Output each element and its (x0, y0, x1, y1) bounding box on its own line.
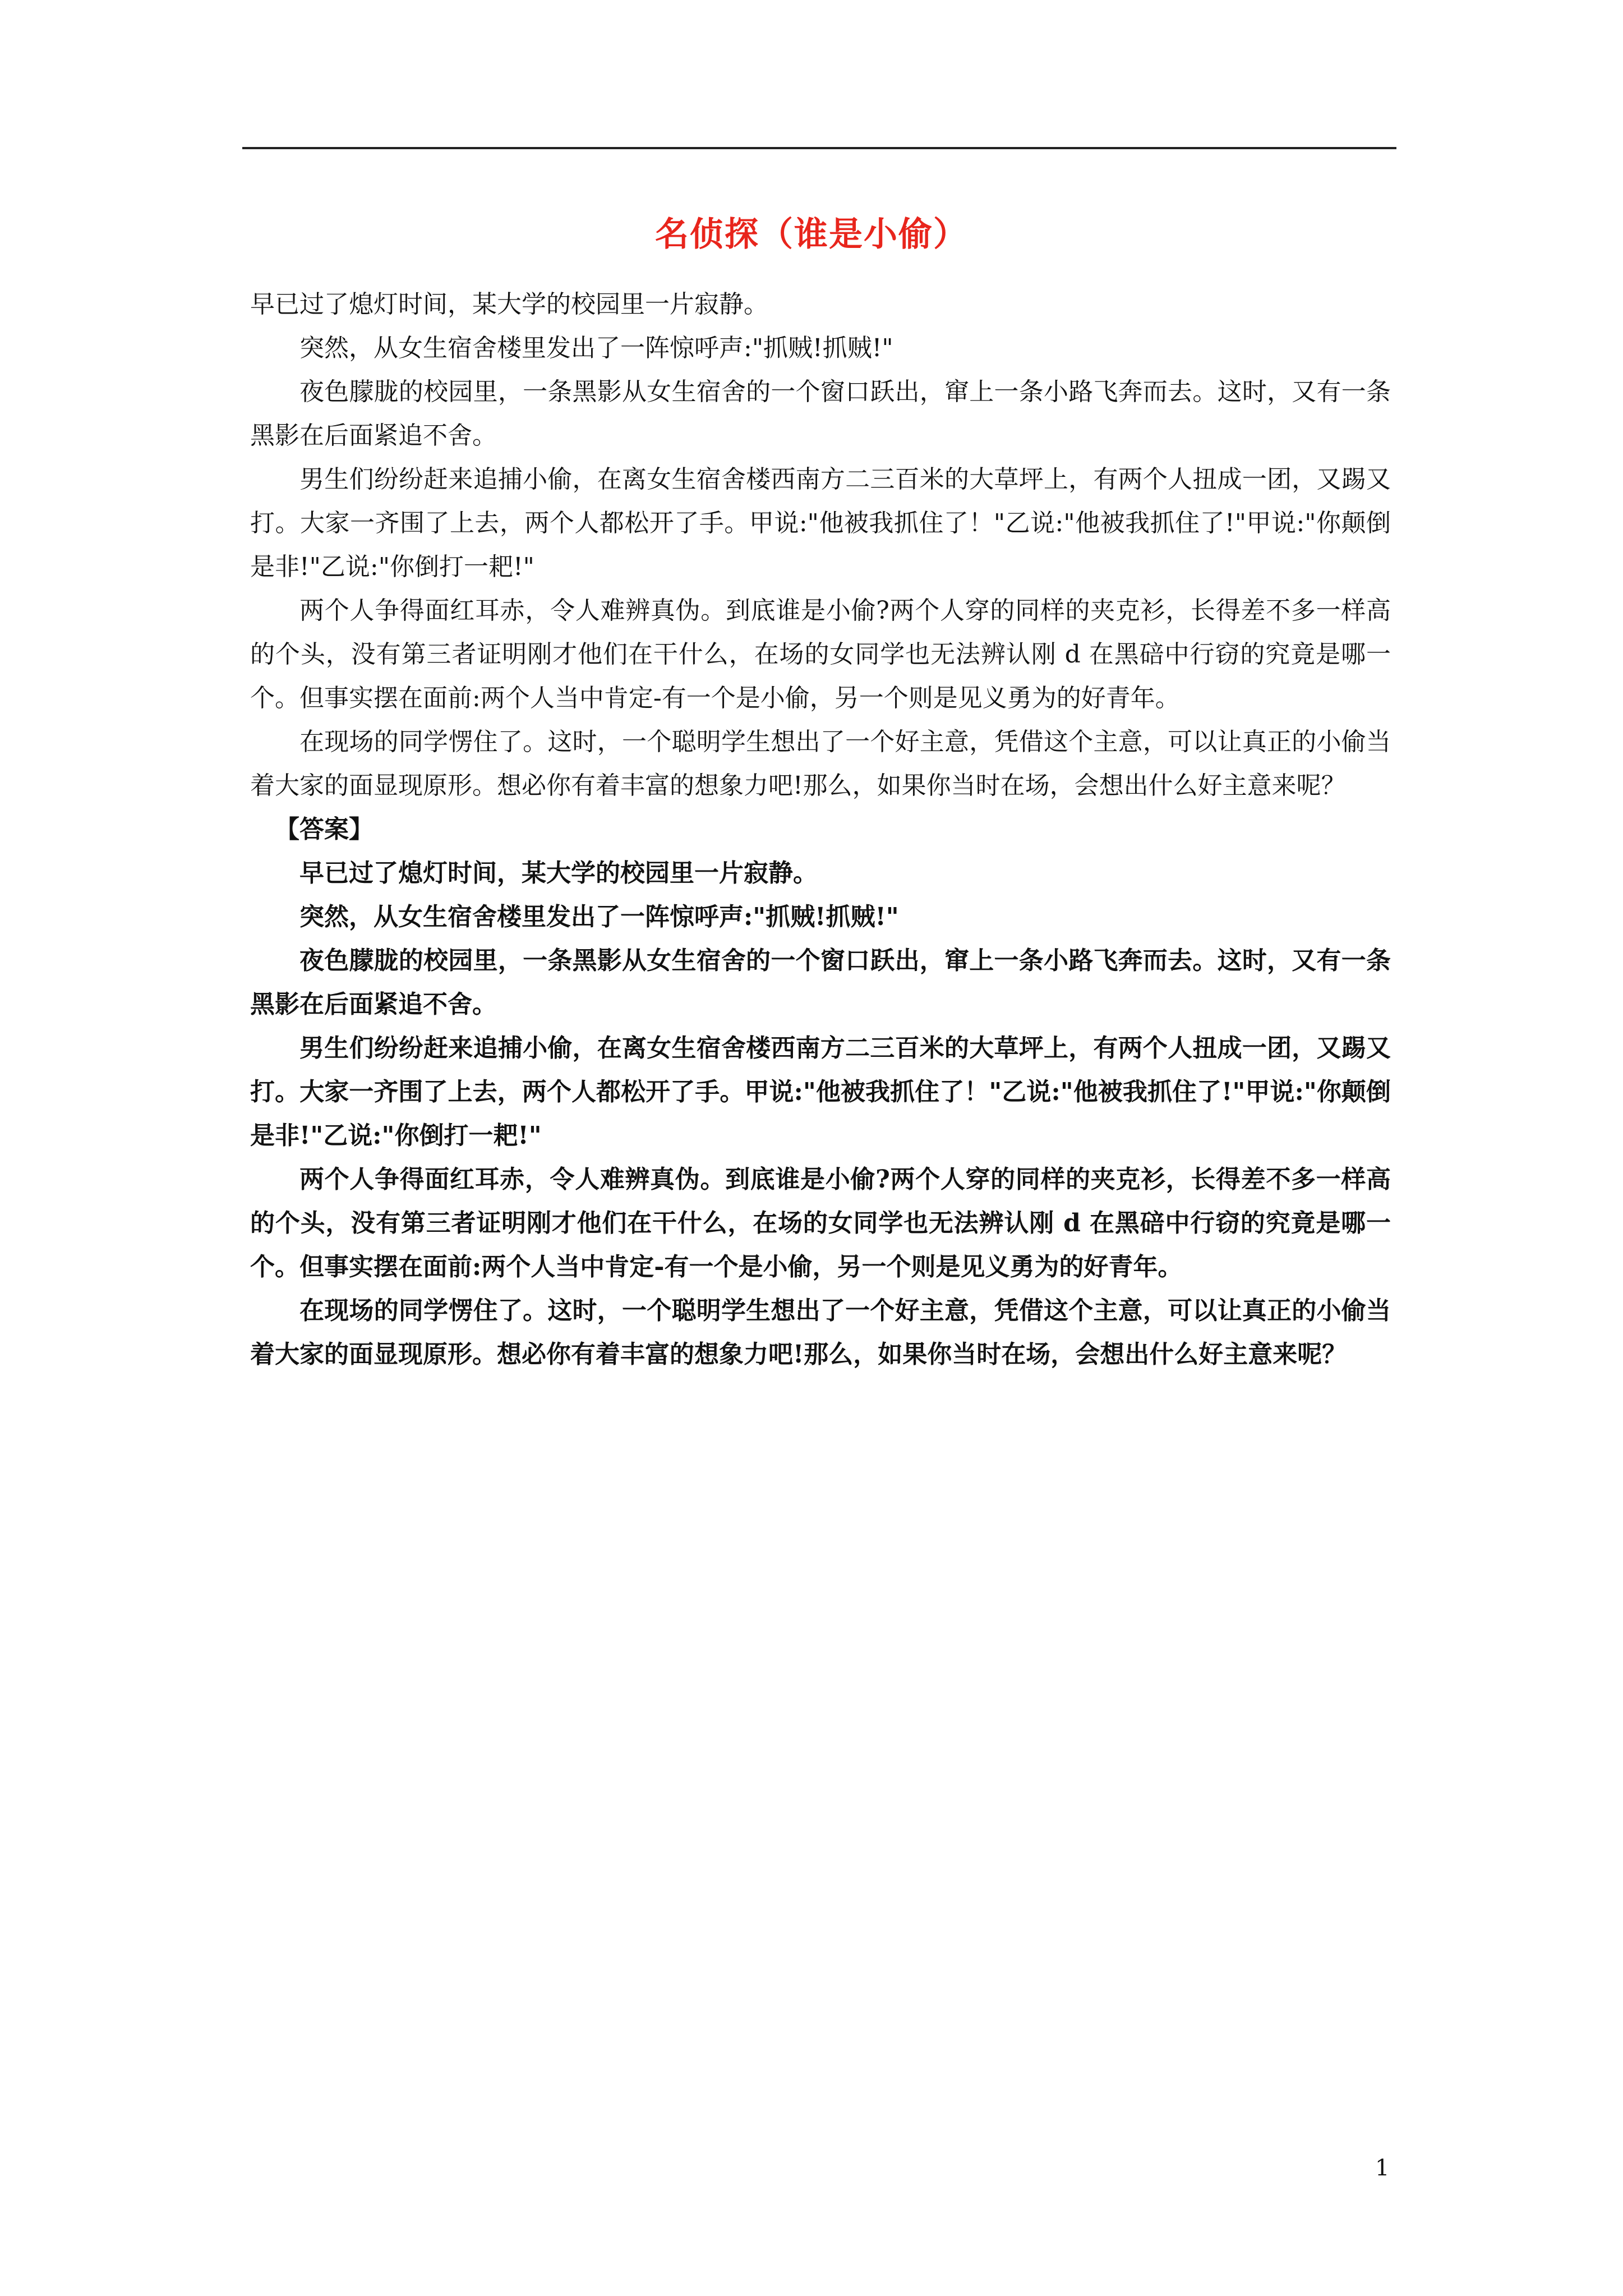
header-rule (242, 147, 1396, 149)
answer-paragraph-4: 男生们纷纷赶来追捕小偷，在离女生宿舍楼西南方二三百米的大草坪上，有两个人扭成一团，又踢又打。大家一齐围了上去，两个人都松开了手。甲说:"他被我抓住了！"乙说:"他被我抓住了!"甲说:"你颠倒是非!"乙说:"你倒打一耙!" (250, 1034, 1391, 1150)
answer-paragraph-5: 两个人争得面红耳赤，令人难辨真伪。到底谁是小偷?两个人穿的同样的夹克衫，长得差不多一样高的个头，没有第三者证明刚才他们在干什么，在场的女同学也无法辨认刚 d 在黑碚中行窃的究竟是哪一个。但事实摆在面前:两个人当中肯定-有一个是小偷，另一个则是见义勇为的好青年。 (250, 1165, 1391, 1281)
page-number: 1 (1375, 2155, 1390, 2181)
question-paragraph-6: 在现场的同学愣住了。这时，一个聪明学生想出了一个好主意，凭借这个主意，可以让真正的小偷当着大家的面显现原形。想必你有着丰富的想象力吧!那么，如果你当时在场，会想出什么好主意来呢？ (250, 728, 1391, 800)
question-paragraph-1: 早已过了熄灯时间，某大学的校园里一片寂静。 (250, 290, 768, 319)
answer-paragraph-6: 在现场的同学愣住了。这时，一个聪明学生想出了一个好主意，凭借这个主意，可以让真正的小偷当着大家的面显现原形。想必你有着丰富的想象力吧!那么，如果你当时在场，会想出什么好主意来呢？ (250, 1296, 1391, 1369)
answer-heading: 【答案】 (275, 815, 374, 844)
question-paragraph-5: 两个人争得面红耳赤，令人难辨真伪。到底谁是小偷?两个人穿的同样的夹克衫，长得差不多一样高的个头，没有第三者证明刚才他们在干什么，在场的女同学也无法辨认刚 d 在黑碚中行窃的究竟是哪一个。但事实摆在面前:两个人当中肯定-有一个是小偷，另一个则是见义勇为的好青年。 (250, 596, 1391, 712)
answer-paragraph-3: 夜色朦胧的校园里，一条黑影从女生宿舍的一个窗口跃出，窜上一条小路飞奔而去。这时，又有一条黑影在后面紧追不舍。 (250, 946, 1391, 1019)
document-body (250, 283, 1391, 1377)
page-title: 名侦探（谁是小偷） (655, 215, 968, 254)
answer-paragraph-1: 早已过了熄灯时间，某大学的校园里一片寂静。 (299, 859, 818, 887)
answer-paragraph-2: 突然，从女生宿舍楼里发出了一阵惊呼声:"抓贼!抓贼!" (299, 903, 899, 931)
question-paragraph-2: 突然，从女生宿舍楼里发出了一阵惊呼声:"抓贼!抓贼!" (299, 334, 893, 362)
question-paragraph-3: 夜色朦胧的校园里，一条黑影从女生宿舍的一个窗口跃出，窜上一条小路飞奔而去。这时，又有一条黑影在后面紧追不舍。 (250, 378, 1391, 450)
question-paragraph-4: 男生们纷纷赶来追捕小偷，在离女生宿舍楼西南方二三百米的大草坪上，有两个人扭成一团，又踢又打。大家一齐围了上去，两个人都松开了手。甲说:"他被我抓住了！"乙说:"他被我抓住了!"甲说:"你颠倒是非!"乙说:"你倒打一耙!" (250, 465, 1391, 581)
